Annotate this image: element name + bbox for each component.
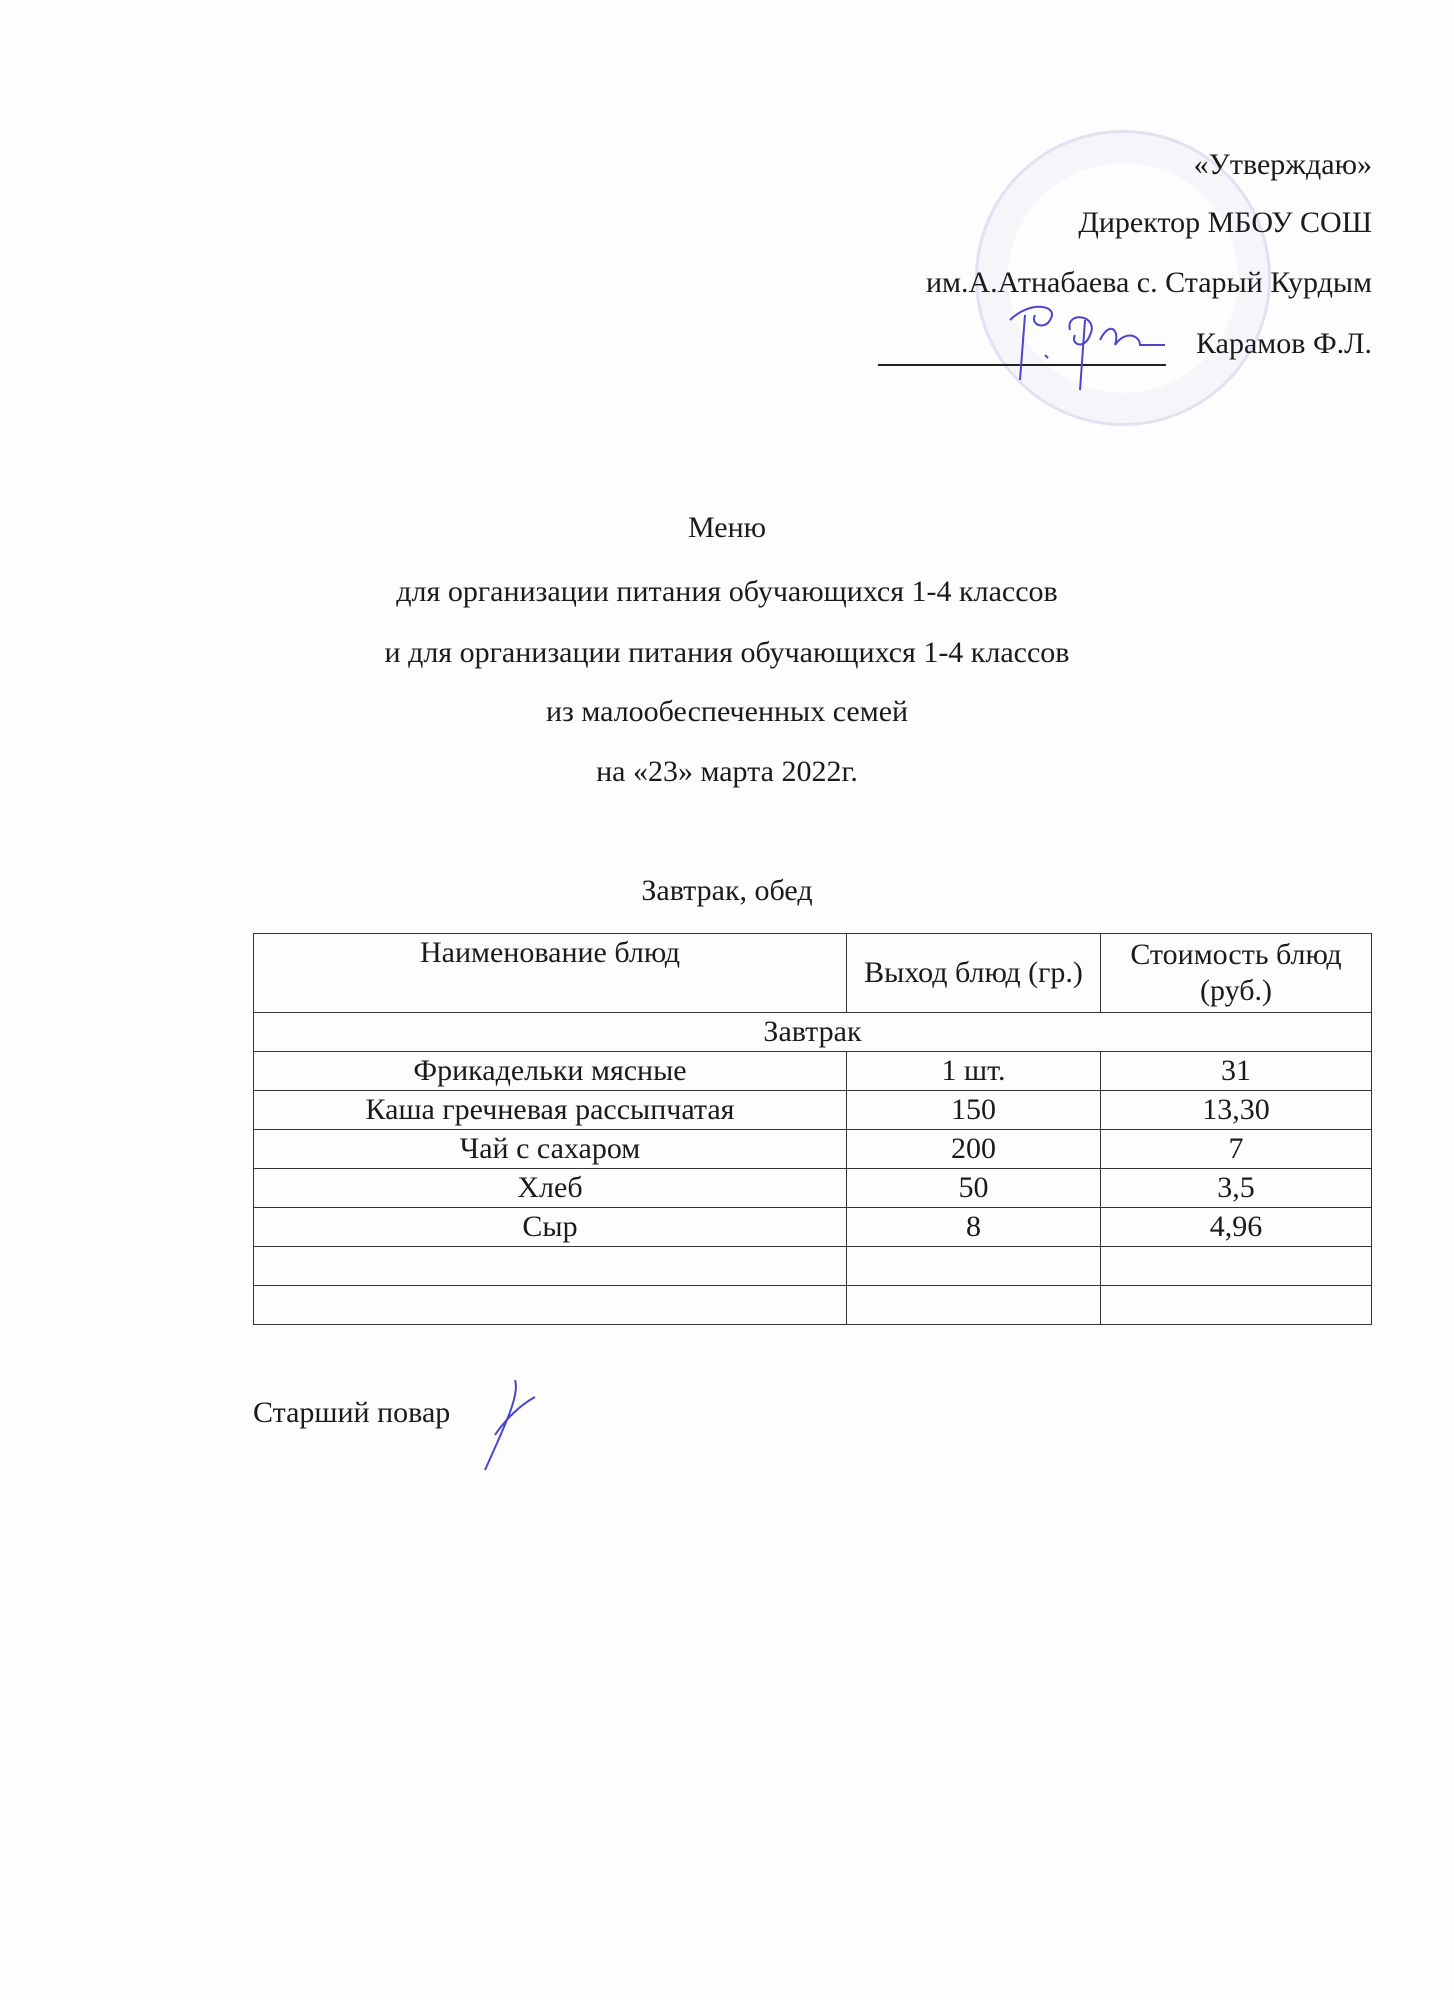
dish-cost: 13,30 (1101, 1091, 1372, 1130)
dish-cost: 4,96 (1101, 1208, 1372, 1247)
dish-name: Фрикадельки мясные (254, 1052, 847, 1091)
menu-subtitle-1: для организации питания обучающихся 1-4 классов (396, 575, 1058, 608)
table-row (254, 1169, 1372, 1208)
approval-line-3: им.А.Атнабаева с. Старый Курдым (925, 266, 1372, 299)
cook-label: Старший повар (253, 1396, 451, 1429)
dish-name: Каша гречневая рассыпчатая (254, 1091, 847, 1130)
table-row (254, 1208, 1372, 1247)
dish-name: Сыр (254, 1208, 847, 1247)
menu-subtitle-3: из малообеспеченных семей (545, 695, 909, 728)
dish-yield: 200 (847, 1130, 1101, 1169)
menu-title: Меню (687, 511, 767, 544)
table-row (254, 1130, 1372, 1169)
dish-yield: 50 (847, 1169, 1101, 1208)
dish-cost: 7 (1101, 1130, 1372, 1169)
menu-date: на «23» марта 2022г. (596, 755, 858, 788)
meal-heading: Завтрак, обед (641, 874, 813, 907)
dish-yield: 1 шт. (847, 1052, 1101, 1091)
empty-row (254, 1286, 1372, 1325)
menu-table (253, 933, 1372, 1325)
approval-signer: Карамов Ф.Л. (1196, 327, 1372, 360)
table-row (254, 1052, 1372, 1091)
dish-cost: 31 (1101, 1052, 1372, 1091)
section-row (254, 1013, 1372, 1052)
dish-name: Чай с сахаром (254, 1130, 847, 1169)
header-dish-name: Наименование блюд (254, 934, 847, 1013)
empty-row (254, 1247, 1372, 1286)
approval-line-2: Директор МБОУ СОШ (1078, 206, 1372, 239)
approval-line-1: «Утверждаю» (1193, 148, 1372, 181)
dish-yield: 150 (847, 1091, 1101, 1130)
cook-signature (475, 1375, 545, 1475)
dish-name: Хлеб (254, 1169, 847, 1208)
menu-subtitle-2: и для организации питания обучающихся 1-4 классов (384, 636, 1070, 669)
section-label: Завтрак (254, 1013, 1372, 1052)
table-row (254, 1091, 1372, 1130)
header-cost: Стоимость блюд (руб.) (1101, 934, 1372, 1013)
dish-yield: 8 (847, 1208, 1101, 1247)
dish-cost: 3,5 (1101, 1169, 1372, 1208)
director-signature (990, 290, 1170, 400)
table-header-row (254, 934, 1372, 1013)
header-yield: Выход блюд (гр.) (847, 934, 1101, 1013)
